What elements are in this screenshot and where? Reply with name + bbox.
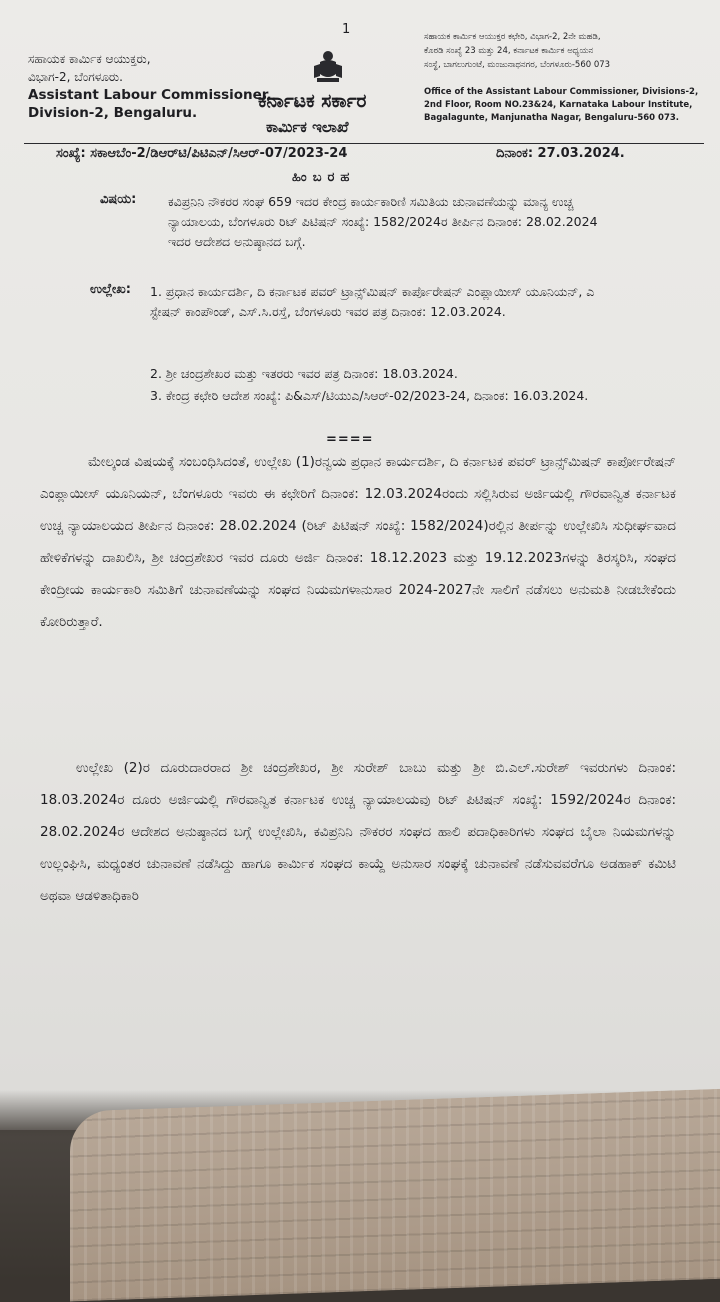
section-separator: ==== [326,432,374,447]
page-number: 1 [342,22,351,37]
body-paragraph-1: ಮೇಲ್ಕಂಡ ವಿಷಯಕ್ಕೆ ಸಂಬಂಧಿಸಿದಂತೆ, ಉಲ್ಲೇಖ (1)ರನ್ವಯ ಪ್ರಧಾನ ಕಾರ್ಯದರ್ಶಿ, ದಿ ಕರ್ನಾಟಕ ಪವರ್ ಟ್ರಾನ್ಸ್‌ಮಿಷನ್ ಕಾರ್ಪೋರೇಷನ್ ಎಂಪ್ಲಾಯೀಸ್ ಯೂನಿಯನ್, ಬೆಂಗಳೂರು ಇವರು ಈ ಕಛೇರಿಗೆ ದಿನಾಂಕ: 12.03.2024ರಂದು ಸಲ್ಲಿಸಿರುವ ಅರ್ಜಿಯಲ್ಲಿ ಗೌರವಾನ್ವಿತ ಕರ್ನಾಟಕ ಉಚ್ಚ ನ್ಯಾಯಾಲಯದ ತೀರ್ಪಿನ ದಿನಾಂಕ: 28.02.2024 (ರಿಟ್ ಪಿಟಿಷನ್ ಸಂಖ್ಯೆ: 1582/2024)ರಲ್ಲಿನ ತೀರ್ಪನ್ನು ಉಲ್ಲೇಖಿಸಿ ಸುಧೀರ್ಘವಾದ ಹೇಳಿಕೆಗಳನ್ನು ದಾಖಲಿಸಿ, ಶ್ರೀ ಚಂದ್ರಶೇಖರ ಇವರ ದೂರು ಅರ್ಜಿ ದಿನಾಂಕ: 18.12.2023 ಮತ್ತು 19.12.2023ಗಳನ್ನು ತಿರಸ್ಕರಿಸಿ, ಸಂಘದ ಕೇಂದ್ರೀಯ ಕಾರ್ಯಕಾರಿ ಸಮಿತಿಗೆ ಚುನಾವಣೆಯನ್ನು ಸಂಘದ ನಿಯಮಗಳಾನುಸಾರ 2024-2027ನೇ ಸಾಲಿಗೆ ನಡೆಸಲು ಅನುಮತಿ ನೀಡಬೇಕೆಂದು ಕೋರಿರುತ್ತಾರೆ. [40,454,676,630]
endorsement-title: ಹಿಂಬರಹ [292,170,356,185]
reference-item-3: 3. ಕೇಂದ್ರ ಕಛೇರಿ ಆದೇಶ ಸಂಖ್ಯೆ: ಪಿ&ಎಸ್/ಟಿಯುಎ/ಸಿಆರ್-02/2023-24, ದಿನಾಂಕ: 16.03.2024. [150,388,589,403]
state-emblem-icon [308,48,348,88]
header-left-english-line1: Assistant Labour Commissioner, [28,87,272,103]
body-paragraph-2: ಉಲ್ಲೇಖ (2)ರ ದೂರುದಾರರಾದ ಶ್ರೀ ಚಂದ್ರಶೇಖರ, ಶ್ರೀ ಸುರೇಶ್ ಬಾಬು ಮತ್ತು ಶ್ರೀ ಬಿ.ಎಲ್.ಸುರೇಶ್ ಇವರುಗಳು ದಿನಾಂಕ: 18.03.2024ರ ದೂರು ಅರ್ಜಿಯಲ್ಲಿ ಗೌರವಾನ್ವಿತ ಕರ್ನಾಟಕ ಉಚ್ಚ ನ್ಯಾಯಾಲಯವು ರಿಟ್ ಪಿಟಿಷನ್ ಸಂಖ್ಯೆ: 1592/2024ರ ದಿನಾಂಕ: 28.02.2024ರ ಆದೇಶದ ಅನುಷ್ಠಾನದ ಬಗ್ಗೆ ಉಲ್ಲೇಖಿಸಿ, ಕವಿಪ್ರನಿನಿ ನೌಕರರ ಸಂಘದ ಹಾಲಿ ಪದಾಧಿಕಾರಿಗಳು ಸಂಘದ ಬೈಲಾ ನಿಯಮಗಳನ್ನು ಉಲ್ಲಂಘಿಸಿ, ಮಧ್ಯಂತರ ಚುನಾವಣೆ ನಡೆಸಿದ್ದು ಹಾಗೂ ಕಾರ್ಮಿಕ ಸಂಘದ ಕಾಯ್ದೆ ಅನುಸಾರ ಸಂಘಕ್ಕೆ ಚುನಾವಣೆ ನಡೆಸುವವರೆಗೂ ಅಡಹಾಕ್ ಕಮಿಟಿ ಅಥವಾ ಆಡಳಿತಾಧಿಕಾರಿ [40,760,676,904]
header-right-kannada [424,30,610,72]
header-left-english-line2: Division-2, Bengaluru. [28,105,198,121]
reference-item-1: 1. ಪ್ರಧಾನ ಕಾರ್ಯದರ್ಶಿ, ದಿ ಕರ್ನಾಟಕ ಪವರ್ ಟ್ರಾನ್ಸ್‌ಮಿಷನ್ ಕಾರ್ಪೊರೇಷನ್ ಎಂಪ್ಲಾಯೀಸ್ ಯೂನಿಯನ್, ಎ ಸ್ಟೇಷನ್ ಕಾಂಪೌಂಡ್, ಎಸ್.ಸಿ.ರಸ್ತೆ, ಬೆಂಗಳೂರು ಇವರ ಪತ್ರ ದಿನಾಂಕ: 12.03.2024. [150,284,595,319]
header-right-english-line3: Bagalagunte, Manjunatha Nagar, Bengaluru-560 073. [424,113,680,123]
header-right-english [424,86,698,125]
header-left-english [28,86,272,122]
header-right-kannada-line1: ಸಹಾಯಕ ಕಾರ್ಮಿಕ ಆಯುಕ್ತರ ಕಛೇರಿ, ವಿಭಾಗ-2, 2ನೇ ಮಹಡಿ, [424,32,601,42]
header-right-kannada-line2: ಕೊಠಡಿ ಸಂಖ್ಯೆ 23 ಮತ್ತು 24, ಕರ್ನಾಟಕ ಕಾರ್ಮಿಕ ಅಧ್ಯಯನ [424,46,594,56]
subject-text: ಕವಿಪ್ರನಿನಿ ನೌಕರರ ಸಂಘ 659 ಇದರ ಕೇಂದ್ರ ಕಾರ್ಯಕಾರಿಣಿ ಸಮಿತಿಯ ಚುನಾವಣೆಯನ್ನು ಮಾನ್ಯ ಉಚ್ಚ ನ್ಯಾಯಾಲಯ, ಬೆಂಗಳೂರು ರಿಟ್ ಪಿಟಿಷನ್ ಸಂಖ್ಯೆ: 1582/2024ರ ತೀರ್ಪಿನ ದಿನಾಂಕ: 28.02.2024 ಇದರ ಆದೇಶದ ಅನುಷ್ಠಾನದ ಬಗ್ಗೆ. [168,194,598,249]
reference-number: ಸಂಖ್ಯೆ: ಸಕಾಆಬೆಂ-2/ಡಿಆರ್‌ಟಿ/ಪಿಟಿಎನ್/ಸಿಆರ್-07/2023-24 [56,146,348,161]
department-title: ಕಾರ್ಮಿಕ ಇಲಾಖೆ [266,118,349,136]
letter-date: ದಿನಾಂಕ: 27.03.2024. [496,146,625,161]
government-title: ಕರ್ನಾಟಕ ಸರ್ಕಾರ [258,90,367,112]
subject-label: ವಿಷಯ: [100,192,137,207]
header-left-kannada-line2: ವಿಭಾಗ-2, ಬೆಂಗಳೂರು. [28,70,123,84]
header-right-english-line2: 2nd Floor, Room NO.23&24, Karnataka Labour Institute, [424,100,693,110]
header-right-english-line1: Office of the Assistant Labour Commissioner, Divisions-2, [424,87,699,97]
references-label: ಉಲ್ಲೇಖ: [90,282,131,297]
header-left-kannada-line1: ಸಹಾಯಕ ಕಾರ್ಮಿಕ ಆಯುಕ್ತರು, [28,52,151,66]
fabric-background [70,1088,720,1301]
header-left-kannada [28,50,151,86]
reference-item-2: 2. ಶ್ರೀ ಚಂದ್ರಶೇಖರ ಮತ್ತು ಇತರರು ಇವರ ಪತ್ರ ದಿನಾಂಕ: 18.03.2024. [150,366,458,381]
header-divider [24,143,704,144]
header-right-kannada-line3: ಸಂಸ್ಥೆ, ಬಾಗಲುಗುಂಟೆ, ಮಂಜುನಾಥನಗರ, ಬೆಂಗಳೂರು-560 073 [424,60,611,70]
